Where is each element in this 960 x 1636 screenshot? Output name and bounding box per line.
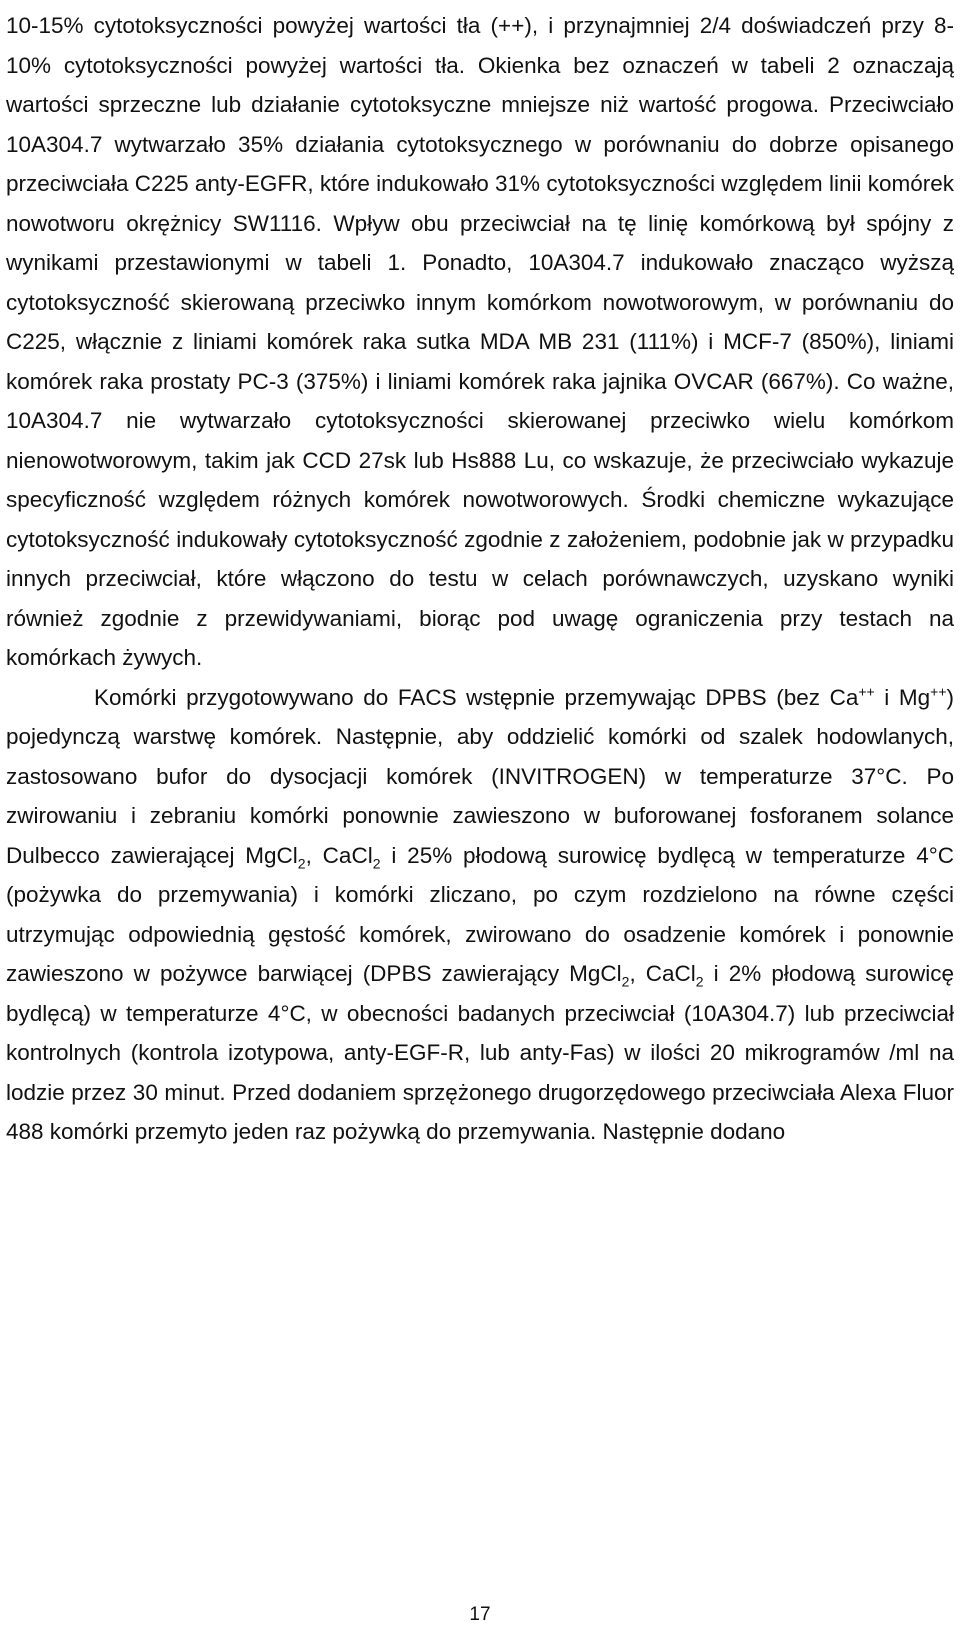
text-run: , CaCl (305, 842, 373, 868)
document-body (6, 6, 954, 1152)
text-run: , CaCl (629, 961, 696, 986)
text-run: i 25% płodową surowicę bydlęcą w temperaturze 4°C (pożywka do przemywania) i komórki zliczano, po czym rozdzielono na równe części utrzymując odpowiednią gęstość komórek, zwirowano do osadzenie komórek i ponownie zawieszono w pożywce barwiącej (DPBS zawierający MgCl (6, 842, 954, 986)
paragraph-facs-method (6, 678, 954, 1152)
subscript-index: 2 (297, 855, 306, 871)
subscript-index: 2 (372, 855, 381, 871)
superscript-charge: ++ (858, 683, 875, 699)
text-run: Komórki przygotowywano do FACS wstępnie przemywając DPBS (bez Ca (94, 684, 859, 710)
page-number: 17 (469, 1604, 491, 1625)
subscript-index: 2 (621, 973, 630, 990)
text-run: i Mg (874, 684, 931, 710)
subscript-index: 2 (695, 973, 704, 990)
text-run: ) pojedynczą warstwę komórek. Następnie, aby oddzielić komórki od szalek hodowlanych, zastosowano bufor do dysocjacji komórek (INVITROGEN) w temperaturze 37°C. Po zwirowaniu i zebraniu komórki ponownie zawieszono w buforowanej fosforanem solance Dulbecco zawierającej MgCl (6, 684, 954, 868)
paragraph-results: 10-15% cytotoksyczności powyżej wartości tła (++), i przynajmniej 2/4 doświadczeń przy 8-10% cytotoksyczności powyżej wartości tła. Okienka bez oznaczeń w tabeli 2 oznaczają wartości sprzeczne lub działanie cytotoksyczne mniejsze niż wartość progowa. Przeciwciało 10A304.7 wytwarzało 35% działania cytotoksycznego w porównaniu do dobrze opisanego przeciwciała C225 anty-EGFR, które indukowało 31% cytotoksyczności względem linii komórek nowotworu okrężnicy SW1116. Wpływ obu przeciwciał na tę linię komórkową był spójny z wynikami przestawionymi w tabeli 1. Ponadto, 10A304.7 indukowało znacząco wyższą cytotoksyczność skierowaną przeciwko innym komórkom nowotworowym, w porównaniu do C225, włącznie z liniami komórek raka sutka MDA MB 231 (111%) i MCF-7 (850%), liniami komórek raka prostaty PC-3 (375%) i liniami komórek raka jajnika OVCAR (667%). Co ważne, 10A304.7 nie wytwarzało cytotoksyczności skierowanej przeciwko wielu komórkom nienowotworowym, takim jak CCD 27sk lub Hs888 Lu, co wskazuje, że przeciwciało wykazuje specyficzność względem różnych komórek nowotworowych. Środki chemiczne wykazujące cytotoksyczność indukowały cytotoksyczność zgodnie z założeniem, podobnie jak w przypadku innych przeciwciał, które włączono do testu w celach porównawczych, uzyskano wyniki również zgodnie z przewidywaniami, biorąc pod uwagę ograniczenia przy testach na komórkach żywych. (6, 13, 954, 670)
text-run: i 2% płodową surowicę bydlęcą) w temperaturze 4°C, w obecności badanych przeciwciał (10A304.7) lub przeciwciał kontrolnych (kontrola izotypowa, anty-EGF-R, lub anty-Fas) w ilości 20 mikrogramów /ml na lodzie przez 30 minut. Przed dodaniem sprzężonego drugorzędowego przeciwciała Alexa Fluor 488 komórki przemyto jeden raz pożywką do przemywania. Następnie dodano (6, 961, 955, 1144)
superscript-charge: ++ (930, 683, 947, 699)
